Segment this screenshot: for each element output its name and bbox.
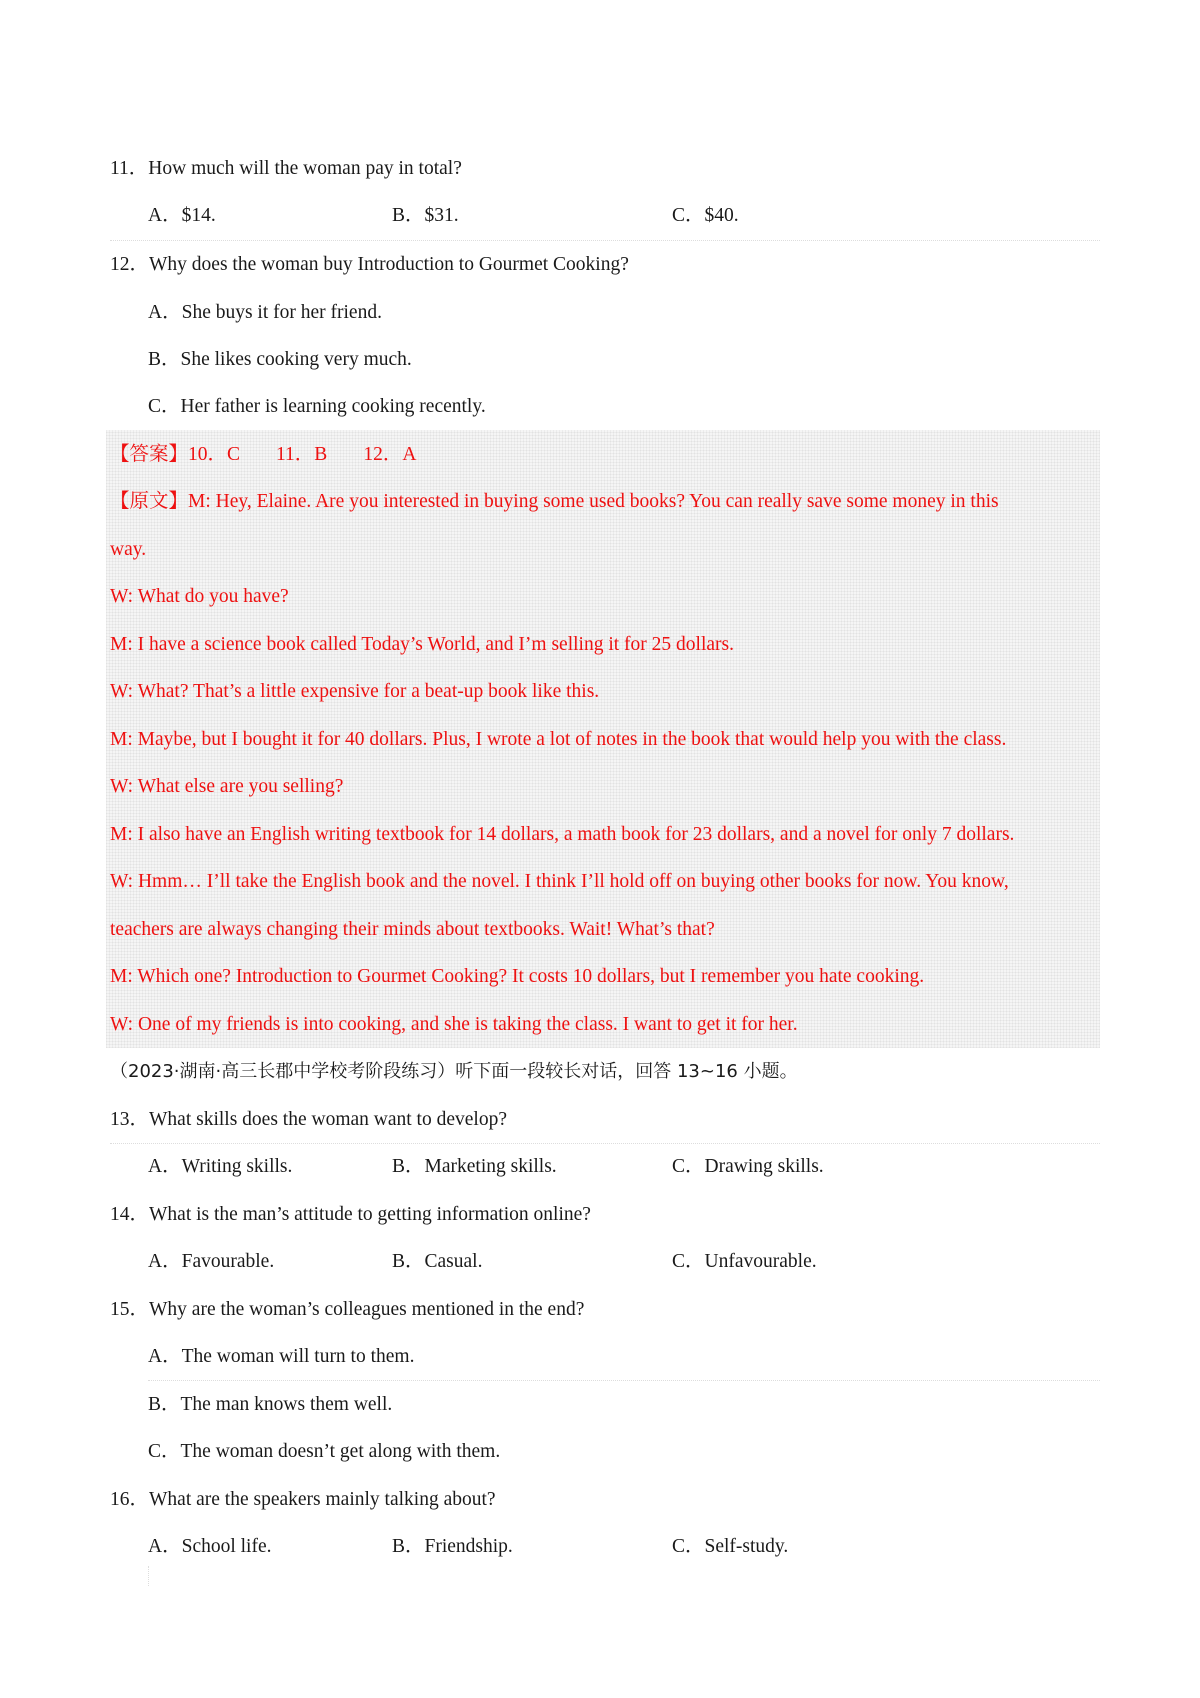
- option-a: A．$14.: [148, 205, 216, 226]
- question-number: 15．: [110, 1299, 150, 1320]
- option-a: A．Writing skills.: [148, 1156, 293, 1177]
- question-stem: How much will the woman pay in total?: [148, 158, 462, 179]
- option-b: B．Friendship.: [392, 1536, 513, 1557]
- option-b: B．The man knows them well.: [148, 1394, 393, 1415]
- question-16: [110, 1487, 496, 1513]
- options-row-16: [0, 1534, 1200, 1560]
- question-12: [110, 252, 629, 278]
- question-13: [110, 1107, 507, 1133]
- option-c: C．Her father is learning cooking recently.: [148, 396, 486, 417]
- transcript-line: W: What do you have?: [110, 586, 289, 607]
- question-number: 11．: [110, 158, 149, 179]
- divider: [148, 1566, 149, 1586]
- transcript-line: W: One of my friends is into cooking, and she is taking the class. I want to get it for her.: [110, 1014, 798, 1035]
- divider: [110, 1143, 1100, 1144]
- transcript-line: M: I also have an English writing textbook for 14 dollars, a math book for 23 dollars, and a novel for only 7 dollars.: [110, 824, 1015, 845]
- answer-label: 【答案】: [110, 444, 189, 465]
- option-c: C．Self-study.: [672, 1536, 789, 1557]
- question-number: 12．: [110, 254, 150, 275]
- option-c: C．Drawing skills.: [672, 1156, 824, 1177]
- transcript-line: W: What else are you selling?: [110, 776, 344, 797]
- transcript-line: W: Hmm… I’ll take the English book and the novel. I think I’ll hold off on buying other books for now. You know,: [110, 871, 1009, 892]
- transcript-line: way.: [110, 539, 147, 560]
- answer-item: 12．A: [363, 444, 417, 465]
- options-row-14: [0, 1249, 1200, 1275]
- option-b: B．She likes cooking very much.: [148, 349, 412, 370]
- transcript-line: W: What? That’s a little expensive for a beat-up book like this.: [110, 681, 600, 702]
- question-stem: What are the speakers mainly talking about?: [149, 1489, 496, 1510]
- option-a: A．She buys it for her friend.: [148, 302, 382, 323]
- transcript-line: M: Which one? Introduction to Gourmet Cooking? It costs 10 dollars, but I remember you hate cooking.: [110, 966, 925, 987]
- divider: [110, 240, 1100, 241]
- transcript-line: M: I have a science book called Today’s World, and I’m selling it for 25 dollars.: [110, 634, 734, 655]
- question-stem: What is the man’s attitude to getting information online?: [149, 1204, 591, 1225]
- answer-line: [110, 442, 416, 468]
- answer-item: 11．B: [276, 444, 328, 465]
- option-a: A．School life.: [148, 1536, 272, 1557]
- question-stem: Why are the woman’s colleagues mentioned in the end?: [149, 1299, 585, 1320]
- option-b: B．$31.: [392, 205, 459, 226]
- question-number: 14．: [110, 1204, 150, 1225]
- transcript-line: 【原文】M: Hey, Elaine. Are you interested in buying some used books? You can really save some money in this: [110, 491, 999, 512]
- options-row-11: [0, 203, 1200, 229]
- options-row-13: [0, 1154, 1200, 1180]
- question-14: [110, 1202, 591, 1228]
- question-number: 16．: [110, 1489, 150, 1510]
- question-stem: What skills does the woman want to develop?: [149, 1109, 507, 1130]
- question-number: 13．: [110, 1109, 150, 1130]
- question-stem: Why does the woman buy Introduction to Gourmet Cooking?: [149, 254, 629, 275]
- option-b: B．Casual.: [392, 1251, 483, 1272]
- question-11: [110, 156, 462, 182]
- option-c: C．The woman doesn’t get along with them.: [148, 1441, 501, 1462]
- option-b: B．Marketing skills.: [392, 1156, 557, 1177]
- transcript-label: 【原文】: [110, 491, 189, 512]
- transcript-line: teachers are always changing their minds about textbooks. Wait! What’s that?: [110, 919, 715, 940]
- option-c: C．$40.: [672, 205, 739, 226]
- section-intro: （2023·湖南·高三长郡中学校考阶段练习）听下面一段较长对话，回答 13~16 小题。: [110, 1061, 798, 1082]
- option-a: A．Favourable.: [148, 1251, 275, 1272]
- question-15: [110, 1297, 584, 1323]
- transcript-line: M: Maybe, but I bought it for 40 dollars. Plus, I wrote a lot of notes in the book that would help you with the class.: [110, 729, 1007, 750]
- option-c: C．Unfavourable.: [672, 1251, 817, 1272]
- divider: [148, 1380, 1100, 1381]
- answer-item: 10．C: [188, 444, 241, 465]
- option-a: A．The woman will turn to them.: [148, 1346, 415, 1367]
